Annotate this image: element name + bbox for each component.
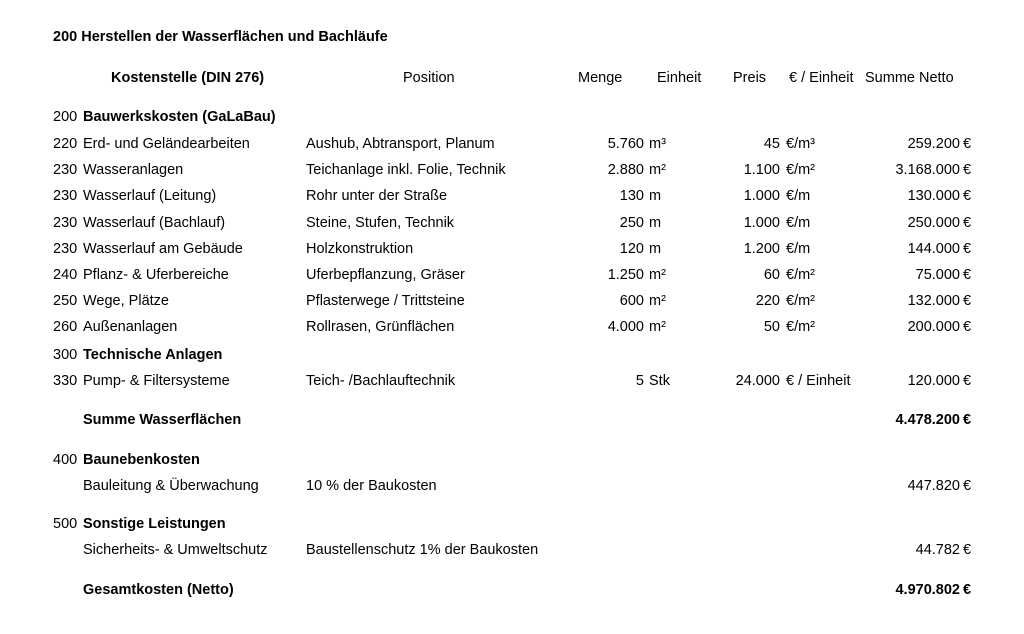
row-name: Erd- und Geländearbeiten (83, 136, 250, 152)
row-einheit: m² (649, 267, 666, 283)
row-name: Wasseranlagen (83, 162, 184, 179)
row-summe: 144.000 (907, 240, 960, 257)
row-menge: 2.880 (607, 162, 644, 179)
row-summe: 132.000 (907, 293, 960, 310)
row-position: Pflasterwege / Trittsteine (306, 293, 465, 310)
row-currency: € (963, 136, 972, 152)
row-einheit: m (649, 188, 662, 205)
row-preis-einheit: €/m² (786, 319, 815, 336)
row-einheit: m (649, 240, 662, 257)
row-position: Aushub, Abtransport, Planum (306, 136, 495, 152)
section-label: Bauwerkskosten (GaLaBau) (83, 109, 276, 125)
section-code: 200 (53, 109, 78, 125)
section-code: 500 (53, 516, 78, 532)
row-menge: 1.250 (607, 267, 644, 283)
row-currency: € (963, 542, 972, 558)
row-einheit: m (649, 214, 662, 231)
row-summe: 75.000 (915, 267, 960, 283)
row-preis-einheit: €/m (786, 240, 811, 257)
row-menge: 5.760 (607, 136, 644, 152)
row-einheit: m³ (649, 136, 666, 152)
total-label: Gesamtkosten (Netto) (83, 582, 234, 598)
row-menge: 600 (619, 293, 644, 310)
row-name: Bauleitung & Überwachung (83, 478, 259, 494)
row-preis-einheit: €/m² (786, 267, 815, 283)
section-label: Technische Anlagen (83, 347, 223, 363)
header-summe: Summe Netto (865, 70, 954, 86)
row-preis: 220 (755, 293, 780, 310)
row-summe: 130.000 (907, 188, 960, 205)
row-code: 230 (53, 214, 78, 231)
subtotal-value: 4.478.200 (895, 412, 960, 428)
row-code: 250 (53, 293, 78, 310)
row-code: 230 (53, 240, 78, 257)
row-summe: 447.820 (907, 478, 960, 494)
row-summe: 3.168.000 (895, 162, 960, 179)
row-preis: 1.000 (743, 188, 780, 205)
row-currency: € (963, 267, 972, 283)
row-preis-einheit: €/m (786, 214, 811, 231)
total-value: 4.970.802 (895, 582, 960, 598)
row-preis: 50 (763, 319, 780, 336)
row-preis: 24.000 (735, 373, 780, 389)
row-currency: € (963, 162, 972, 179)
row-menge: 130 (619, 188, 644, 205)
header-menge: Menge (578, 70, 623, 86)
section-code: 400 (53, 452, 78, 468)
row-preis-einheit: €/m³ (786, 136, 815, 152)
row-currency: € (963, 188, 972, 205)
row-code: 240 (53, 267, 78, 283)
row-einheit: Stk (649, 373, 670, 389)
row-name: Pump- & Filtersysteme (83, 373, 230, 389)
row-preis: 60 (763, 267, 780, 283)
row-code: 230 (53, 162, 78, 179)
row-summe: 250.000 (907, 214, 960, 231)
row-currency: € (963, 373, 972, 389)
row-position: Teich- /Bachlauftechnik (306, 373, 456, 389)
row-code: 220 (53, 136, 78, 152)
header-einheit: Einheit (657, 70, 702, 86)
row-currency: € (963, 478, 972, 494)
row-preis-einheit: €/m (786, 188, 811, 205)
row-code: 330 (53, 373, 78, 389)
row-code: 260 (53, 319, 78, 336)
row-preis: 1.000 (743, 214, 780, 231)
row-name: Pflanz- & Uferbereiche (83, 267, 229, 283)
row-menge: 250 (619, 214, 644, 231)
row-name: Sicherheits- & Umweltschutz (83, 542, 268, 558)
header-preis-einheit: € / Einheit (789, 70, 854, 86)
row-position: Teichanlage inkl. Folie, Technik (306, 162, 506, 179)
section-label: Baunebenkosten (83, 452, 200, 468)
row-preis: 1.200 (743, 240, 780, 257)
row-name: Außenanlagen (83, 319, 178, 336)
row-preis-einheit: € / Einheit (786, 373, 851, 389)
row-name: Wege, Plätze (83, 293, 169, 310)
section-label: Sonstige Leistungen (83, 516, 226, 532)
document-title: 200 Herstellen der Wasserflächen und Bachläufe (53, 29, 388, 45)
row-name: Wasserlauf am Gebäude (83, 240, 243, 257)
header-position: Position (403, 70, 455, 86)
row-position: Steine, Stufen, Technik (306, 214, 455, 231)
row-menge: 120 (619, 240, 644, 257)
subtotal-currency: € (963, 412, 972, 428)
subtotal-label: Summe Wasserflächen (83, 412, 242, 428)
row-name: Wasserlauf (Leitung) (83, 188, 217, 205)
row-einheit: m² (649, 319, 666, 336)
row-currency: € (963, 293, 972, 310)
row-code: 230 (53, 188, 78, 205)
row-currency: € (963, 240, 972, 257)
row-position: Holzkonstruktion (306, 240, 414, 257)
section-code: 300 (53, 347, 78, 363)
total-currency: € (963, 582, 972, 598)
row-summe: 44.782 (915, 542, 960, 558)
row-preis-einheit: €/m² (786, 293, 815, 310)
row-position: 10 % der Baukosten (306, 478, 437, 494)
row-name: Wasserlauf (Bachlauf) (83, 214, 226, 231)
row-preis: 45 (763, 136, 780, 152)
row-summe: 200.000 (907, 319, 960, 336)
row-position: Uferbepflanzung, Gräser (306, 267, 465, 283)
row-position: Rollrasen, Grünflächen (306, 319, 455, 336)
row-einheit: m² (649, 293, 666, 310)
header-kostenstelle: Kostenstelle (DIN 276) (111, 70, 265, 86)
row-summe: 259.200 (907, 136, 960, 152)
row-einheit: m² (649, 162, 666, 179)
row-menge: 5 (635, 373, 644, 389)
row-position: Baustellenschutz 1% der Baukosten (306, 542, 539, 558)
row-preis-einheit: €/m² (786, 162, 815, 179)
header-preis: Preis (733, 70, 767, 86)
row-currency: € (963, 319, 972, 336)
row-summe: 120.000 (907, 373, 960, 389)
row-currency: € (963, 214, 972, 231)
row-menge: 4.000 (607, 319, 644, 336)
row-preis: 1.100 (743, 162, 780, 179)
row-position: Rohr unter der Straße (306, 188, 448, 205)
